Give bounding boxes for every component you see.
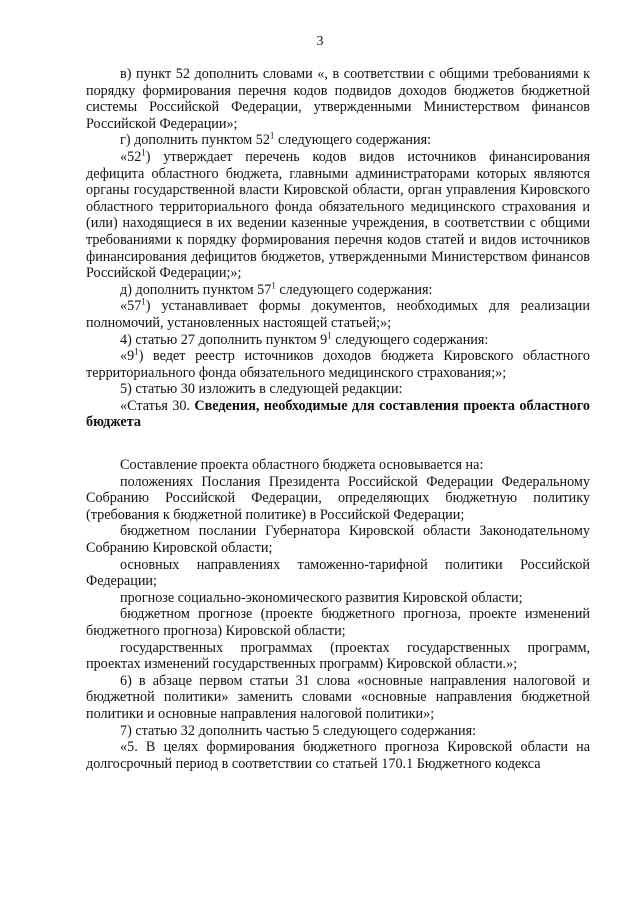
- paragraph: «$52^1$) утверждает перечень кодов видов источников финансирования дефицита областного бюджета, главными администраторами которых являются органы государственной власти Кировской области, орган управления Кировского областного территориального фонда обязательного медицинского страхования и (или) находящиеся в их ведении казенные учреждения, в соответствии с общими требованиями к порядку формирования перечня кодов статей и видов источников финансирования дефицитов бюджетов, утвержденными Министерством финансов Российской Федерации;»;: [86, 147, 590, 282]
- article-heading: «Статья 30. Сведения, необходимые для составления проекта областного бюджета: [86, 397, 590, 431]
- spacer: [86, 431, 590, 457]
- paragraph: прогнозе социально-экономического развития Кировской области;: [120, 589, 523, 606]
- paragraph: д) дополнить пунктом $57^1$ следующего содержания:: [120, 279, 433, 298]
- paragraph: г) дополнить пунктом $52^1$ следующего содержания:: [120, 130, 432, 149]
- paragraph: в) пункт 52 дополнить словами «, в соответствии с общими требованиями к порядку формирования перечня кодов подвидов доходов бюджетов бюджетной системы Российской Федерации, утвержденными Министерством финансов Российской Федерации»;: [86, 66, 590, 132]
- paragraph: 7) статью 32 дополнить частью 5 следующего содержания:: [120, 722, 477, 739]
- document-body: [86, 66, 590, 772]
- paragraph: бюджетном послании Губернатора Кировской области Законодательному Собранию Кировской области;: [86, 523, 590, 557]
- paragraph: положениях Послания Президента Российской Федерации Федеральному Собранию Российской Федерации, определяющих бюджетную политику (требования к бюджетной политике) в Российской Федерации;: [86, 473, 590, 523]
- paragraph: основных направлениях таможенно-тарифной политики Российской Федерации;: [86, 556, 590, 590]
- paragraph: Составление проекта областного бюджета основывается на:: [120, 457, 484, 474]
- paragraph: «5. В целях формирования бюджетного прогноза Кировской области на долгосрочный период в соответствии со статьей 170.1 Бюджетного кодекса: [86, 739, 590, 772]
- paragraph: «$57^1$) устанавливает формы документов, необходимых для реализации полномочий, установленных настоящей статьей;»;: [86, 296, 590, 331]
- paragraph: «$9^1$) ведет реестр источников доходов бюджета Кировского областного территориального фонда обязательного медицинского страхования;»;: [86, 346, 590, 381]
- paragraph: 4) статью 27 дополнить пунктом $9^1$ следующего содержания:: [120, 329, 489, 348]
- paragraph: 6) в абзаце первом статьи 31 слова «основные направления налоговой и бюджетной политики» заменить словами «основные направления бюджетной политики и основные направления налоговой политики»;: [86, 672, 590, 722]
- paragraph: государственных программах (проектах государственных программ, проектах изменений государственных программ) Кировской области.»;: [86, 639, 590, 673]
- paragraph: 5) статью 30 изложить в следующей редакции:: [120, 381, 403, 398]
- page-number: 3: [316, 34, 324, 49]
- paragraph: бюджетном прогнозе (проекте бюджетного прогноза, проекте изменений бюджетного прогноза) Кировской области;: [86, 606, 590, 639]
